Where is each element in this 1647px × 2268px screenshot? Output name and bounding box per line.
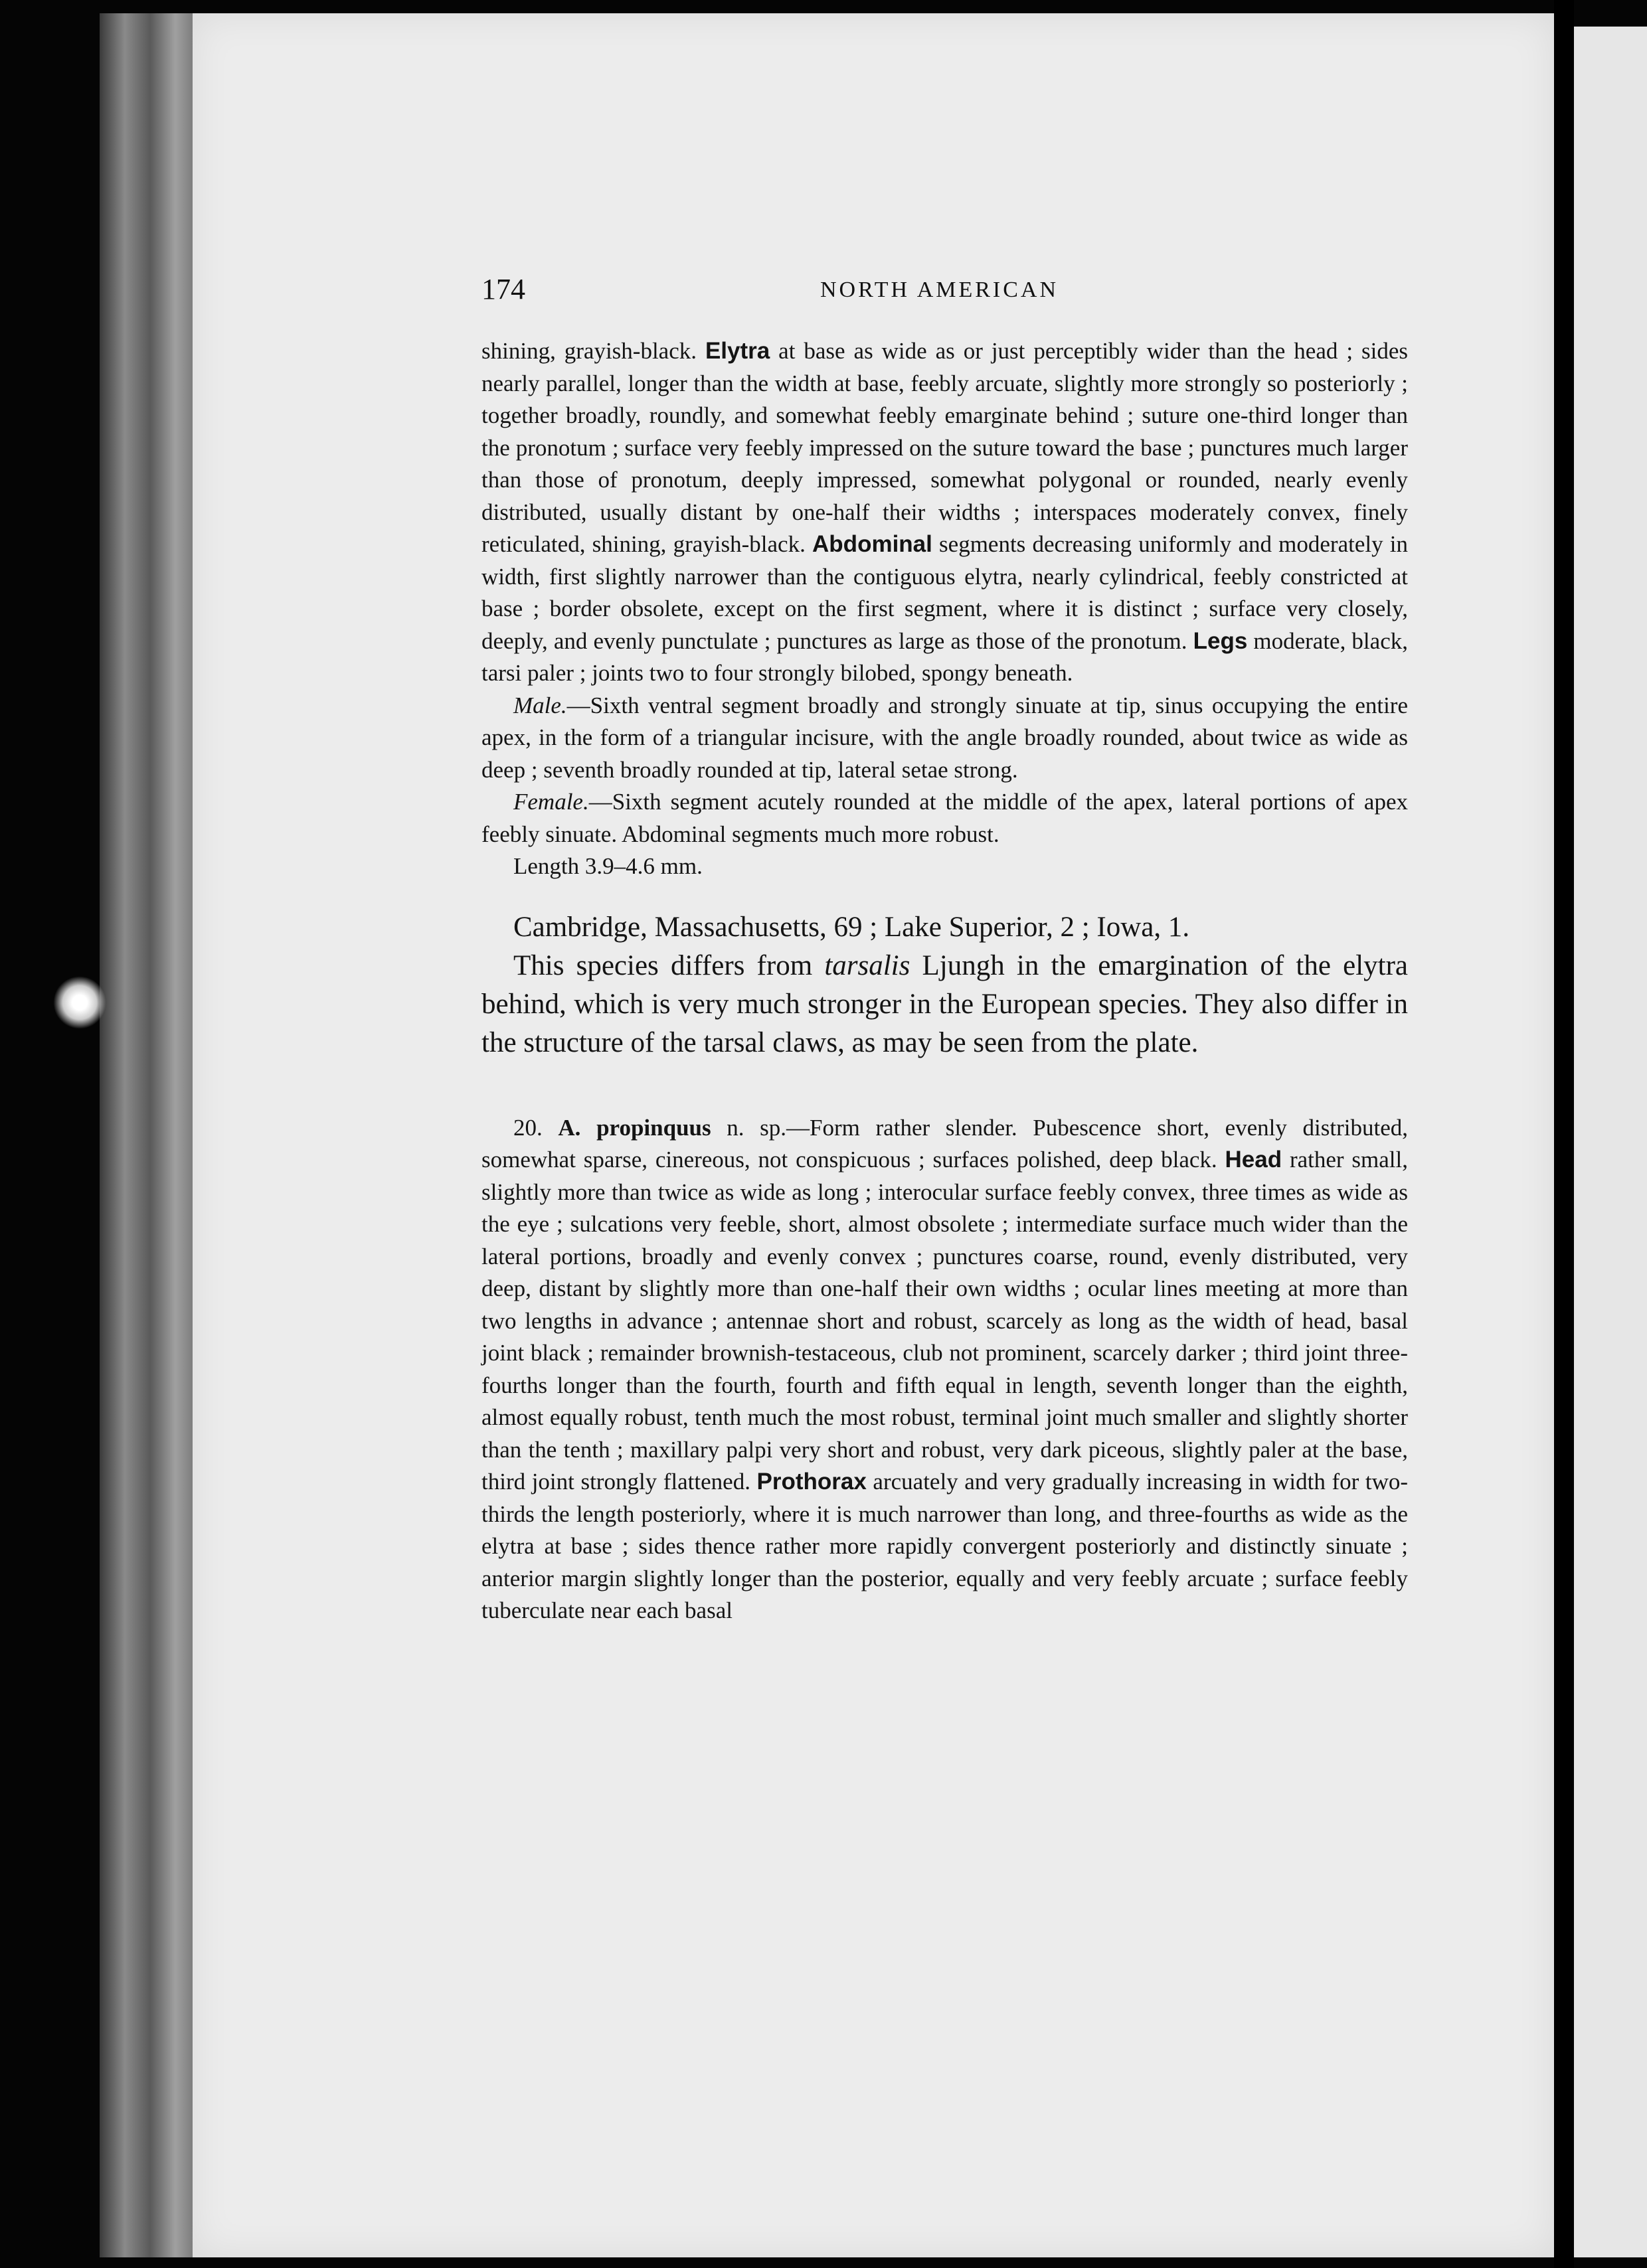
female-text: —Sixth segment acutely rounded at the middle of the apex, lateral portions of apex feebly sinuate. Abdominal segments much more robust. [481, 789, 1408, 847]
species-name: A. propinquus [558, 1114, 711, 1141]
length-line: Length 3.9–4.6 mm. [513, 853, 703, 879]
heading-abdominal: Abdominal [812, 531, 932, 557]
localities: Cambridge, Massachusetts, 69 ; Lake Superior, 2 ; Iowa, 1. [513, 911, 1190, 943]
text-run: segments decreasing uniformly and moderately in width, first slightly narrower than the contiguous elytra, nearly cylindrical, feebly constricted at base ; border obsolete, except on the first segment, where it is distinct ; surface very closely, deeply, and evenly punctulate ; punctures as large as those of the pronotum. [481, 531, 1408, 654]
paper-blemish [53, 976, 106, 1029]
text-run: moderate, black, tarsi paler ; joints two to four strongly bilobed, spongy beneath. [481, 627, 1408, 686]
species-name-italic: tarsalis [824, 949, 910, 981]
male-paragraph [481, 690, 1408, 787]
text-run: at base as wide as or just perceptibly wider than the head ; sides nearly parallel, longer than the width at base, feebly arcuate, slightly more strongly so posteriorly ; together broadly, roundly, and somewhat feebly emarginate behind ; suture one-third longer than the pronotum ; surface very feebly impressed on the suture toward the base ; punctures much larger than those of pronotum, deeply impressed, somewhat polygonal or rounded, nearly evenly distributed, usually distant by one-half their widths ; interspaces moderately convex, finely reticulated, shining, grayish-black. [481, 338, 1408, 557]
text-run: This species differs from [513, 949, 825, 981]
heading-head: Head [1225, 1147, 1282, 1173]
text-run: n. sp.—Form rather slender. Pubescence short, evenly distributed, somewhat sparse, cinereous, not conspicuous ; surfaces polished, deep black. [481, 1114, 1409, 1173]
page-body [481, 335, 1408, 1627]
facing-page-edge [1574, 27, 1647, 2257]
page-header [481, 272, 1408, 312]
female-label: Female. [513, 789, 589, 815]
species-20-block [481, 1112, 1408, 1627]
description-paragraph [481, 335, 1408, 690]
running-head: NORTH AMERICAN [820, 278, 1059, 302]
page-number: 174 [481, 273, 525, 305]
species-20-paragraph [481, 1112, 1408, 1627]
text-run: shining, grayish-black. [481, 338, 705, 364]
description-block [481, 335, 1408, 883]
text-run: Ljungh in the emargination of the elytra behind, which is very much stronger in the European species. They also differ in the structure of the tarsal claws, as may be seen from the plate. [481, 949, 1409, 1058]
male-text: —Sixth ventral segment broadly and strongly sinuate at tip, sinus occupying the entire apex, in the form of a triangular incisure, with the angle broadly rounded, about twice as wide as deep ; seventh broadly rounded at tip, lateral setae strong. [481, 692, 1408, 783]
heading-prothorax: Prothorax [756, 1469, 867, 1495]
species-number: 20. [513, 1114, 559, 1141]
male-label: Male. [513, 692, 567, 718]
gutter [1554, 0, 1574, 2268]
female-paragraph [481, 786, 1408, 850]
remarks-block [481, 908, 1408, 1062]
remarks-paragraph [481, 947, 1408, 1062]
heading-elytra: Elytra [705, 338, 770, 364]
heading-legs: Legs [1193, 627, 1248, 654]
text-run: arcuately and very gradually increasing in width for two-thirds the length posteriorly, where it is much narrower than long, and three-fourths as wide as the elytra at base ; sides thence rather more rapidly convergent posteriorly and distinctly sinuate ; anterior margin slightly longer than the posterior, equally and very feebly arcuate ; surface feebly tuberculate near each basal [481, 1469, 1408, 1623]
text-run: rather small, slightly more than twice as wide as long ; interocular surface feebly convex, three times as wide as the eye ; sulcations very feeble, short, almost obsolete ; intermediate surface much wider than the lateral portions, broadly and evenly convex ; punctures coarse, round, evenly distributed, very deep, distant by slightly more than one-half their own widths ; ocular lines meeting at more than two lengths in advance ; antennae short and robust, scarcely as long as the width of head, basal joint black ; remainder brownish-testaceous, club not prominent, scarcely darker ; third joint three-fourths longer than the fourth, fourth and fifth equal in length, seventh longer than the eighth, almost equally robust, tenth much the most robust, terminal joint much smaller and slightly shorter than the tenth ; maxillary palpi very short and robust, very dark piceous, slightly paler at the base, third joint strongly flattened. [481, 1147, 1408, 1495]
